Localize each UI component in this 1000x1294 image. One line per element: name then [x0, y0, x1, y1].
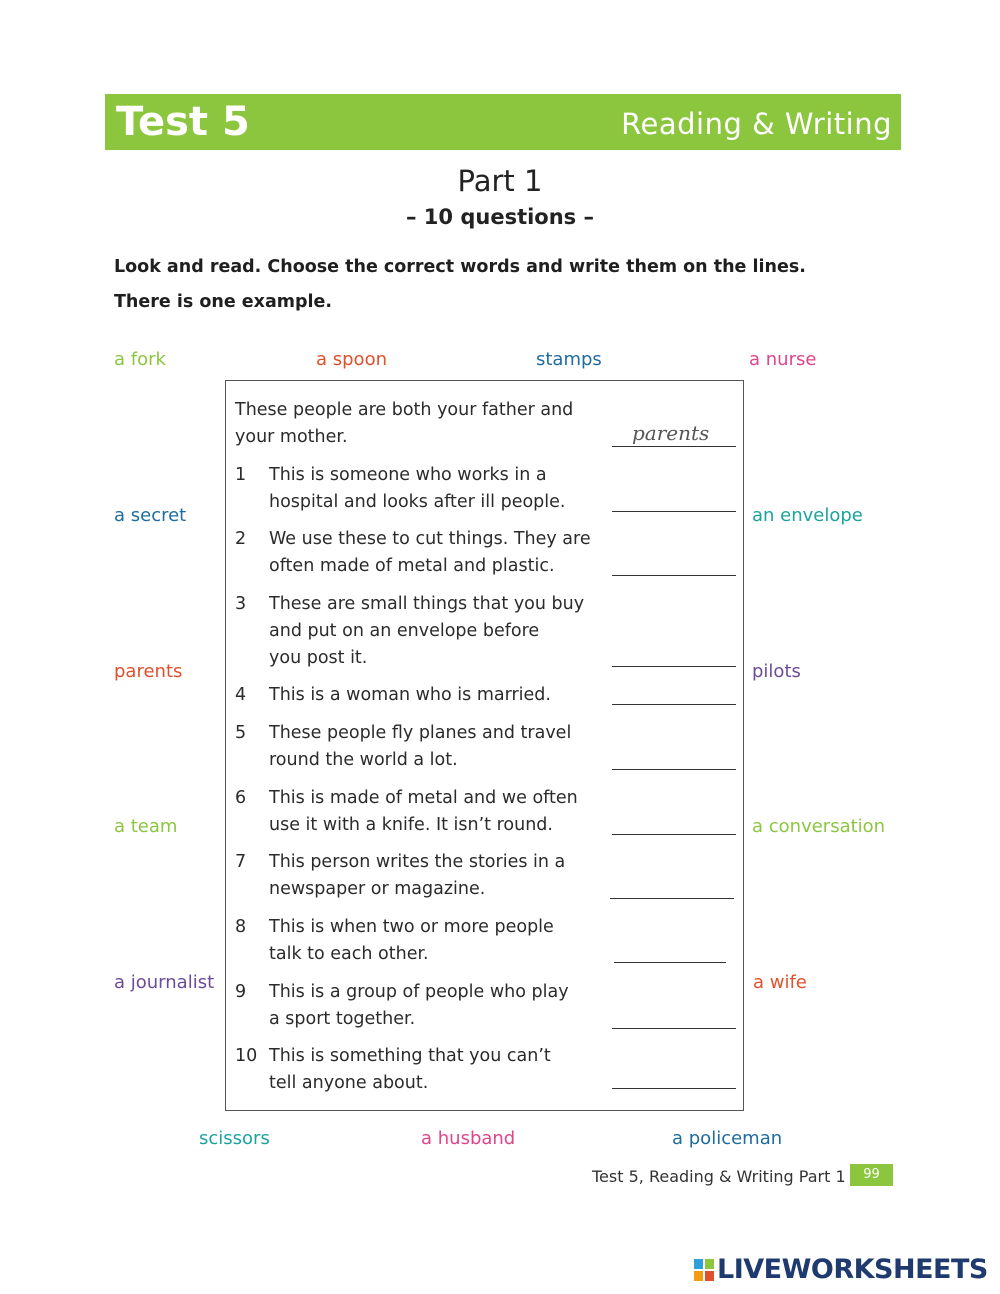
answer-line-1[interactable] [612, 511, 736, 512]
word-bank-item-envelope: an envelope [752, 505, 863, 526]
question-text: a sport together. [269, 1009, 416, 1029]
answer-line-6[interactable] [612, 834, 736, 835]
answer-line-8[interactable] [614, 962, 726, 963]
question-text: These people fly planes and travel [269, 723, 572, 743]
question-text: This is someone who works in a [269, 465, 547, 485]
word-bank-item-parents: parents [114, 661, 183, 682]
word-bank-item-scissors: scissors [199, 1128, 270, 1149]
instruction-line-1: Look and read. Choose the correct words and write them on the lines. [114, 257, 806, 277]
answer-line-7[interactable] [610, 898, 734, 899]
page-number-badge: 99 [850, 1164, 893, 1186]
question-text: This is when two or more people [269, 917, 554, 937]
word-bank-item-nurse: a nurse [749, 349, 817, 370]
answer-line-9[interactable] [612, 1028, 736, 1029]
question-number: 1 [235, 465, 247, 485]
question-text: This is made of metal and we often [269, 788, 578, 808]
question-number: 7 [235, 852, 247, 872]
example-answer-line [612, 446, 736, 447]
word-bank-item-secret: a secret [114, 505, 187, 526]
footer-text: Test 5, Reading & Writing Part 1 [592, 1167, 846, 1186]
question-text: round the world a lot. [269, 750, 458, 770]
question-text: use it with a knife. It isn’t round. [269, 815, 553, 835]
word-bank-item-conversation: a conversation [752, 816, 886, 837]
instruction-line-2: There is one example. [114, 292, 333, 312]
word-bank-item-journalist: a journalist [114, 972, 215, 993]
question-number: 6 [235, 788, 247, 808]
liveworksheets-logo-icon [694, 1259, 714, 1281]
question-text: you post it. [269, 648, 368, 668]
question-number: 8 [235, 917, 247, 937]
question-number: 5 [235, 723, 247, 743]
header-banner [105, 94, 901, 150]
part-title: Part 1 [457, 164, 543, 198]
word-bank-item-wife: a wife [753, 972, 807, 993]
question-number: 10 [235, 1046, 258, 1066]
question-text: talk to each other. [269, 944, 429, 964]
question-text: These are small things that you buy [269, 594, 585, 614]
example-text-line-2: your mother. [235, 427, 348, 447]
question-count: – 10 questions – [406, 205, 594, 229]
question-text: newspaper or magazine. [269, 879, 486, 899]
question-text: This is a woman who is married. [269, 685, 551, 705]
word-bank-item-team: a team [114, 816, 178, 837]
question-number: 4 [235, 685, 247, 705]
question-text: This is something that you can’t [269, 1046, 551, 1066]
word-bank-item-pilots: pilots [752, 661, 801, 682]
question-number: 2 [235, 529, 247, 549]
answer-line-4[interactable] [612, 704, 736, 705]
question-text: often made of metal and plastic. [269, 556, 555, 576]
word-bank-item-policeman: a policeman [672, 1128, 783, 1149]
question-number: 3 [235, 594, 247, 614]
question-text: tell anyone about. [269, 1073, 429, 1093]
word-bank-item-husband: a husband [421, 1128, 516, 1149]
question-text: This person writes the stories in a [269, 852, 566, 872]
example-answer: parents [632, 421, 710, 445]
example-text-line-1: These people are both your father and [235, 400, 574, 420]
section-title: Reading & Writing [621, 107, 892, 141]
answer-line-3[interactable] [612, 666, 736, 667]
word-bank-item-stamps: stamps [536, 349, 602, 370]
answer-line-2[interactable] [612, 575, 736, 576]
word-bank-item-spoon: a spoon [316, 349, 387, 370]
question-text: This is a group of people who play [269, 982, 569, 1002]
liveworksheets-brand[interactable] [694, 1252, 990, 1288]
question-text: and put on an envelope before [269, 621, 540, 641]
word-bank-item-fork: a fork [114, 349, 166, 370]
brand-name: LIVEWORKSHEETS [717, 1254, 988, 1285]
answer-line-10[interactable] [612, 1088, 736, 1089]
test-title: Test 5 [116, 99, 250, 145]
question-text: hospital and looks after ill people. [269, 492, 566, 512]
question-number: 9 [235, 982, 247, 1002]
answer-line-5[interactable] [612, 769, 736, 770]
question-text: We use these to cut things. They are [269, 529, 591, 549]
